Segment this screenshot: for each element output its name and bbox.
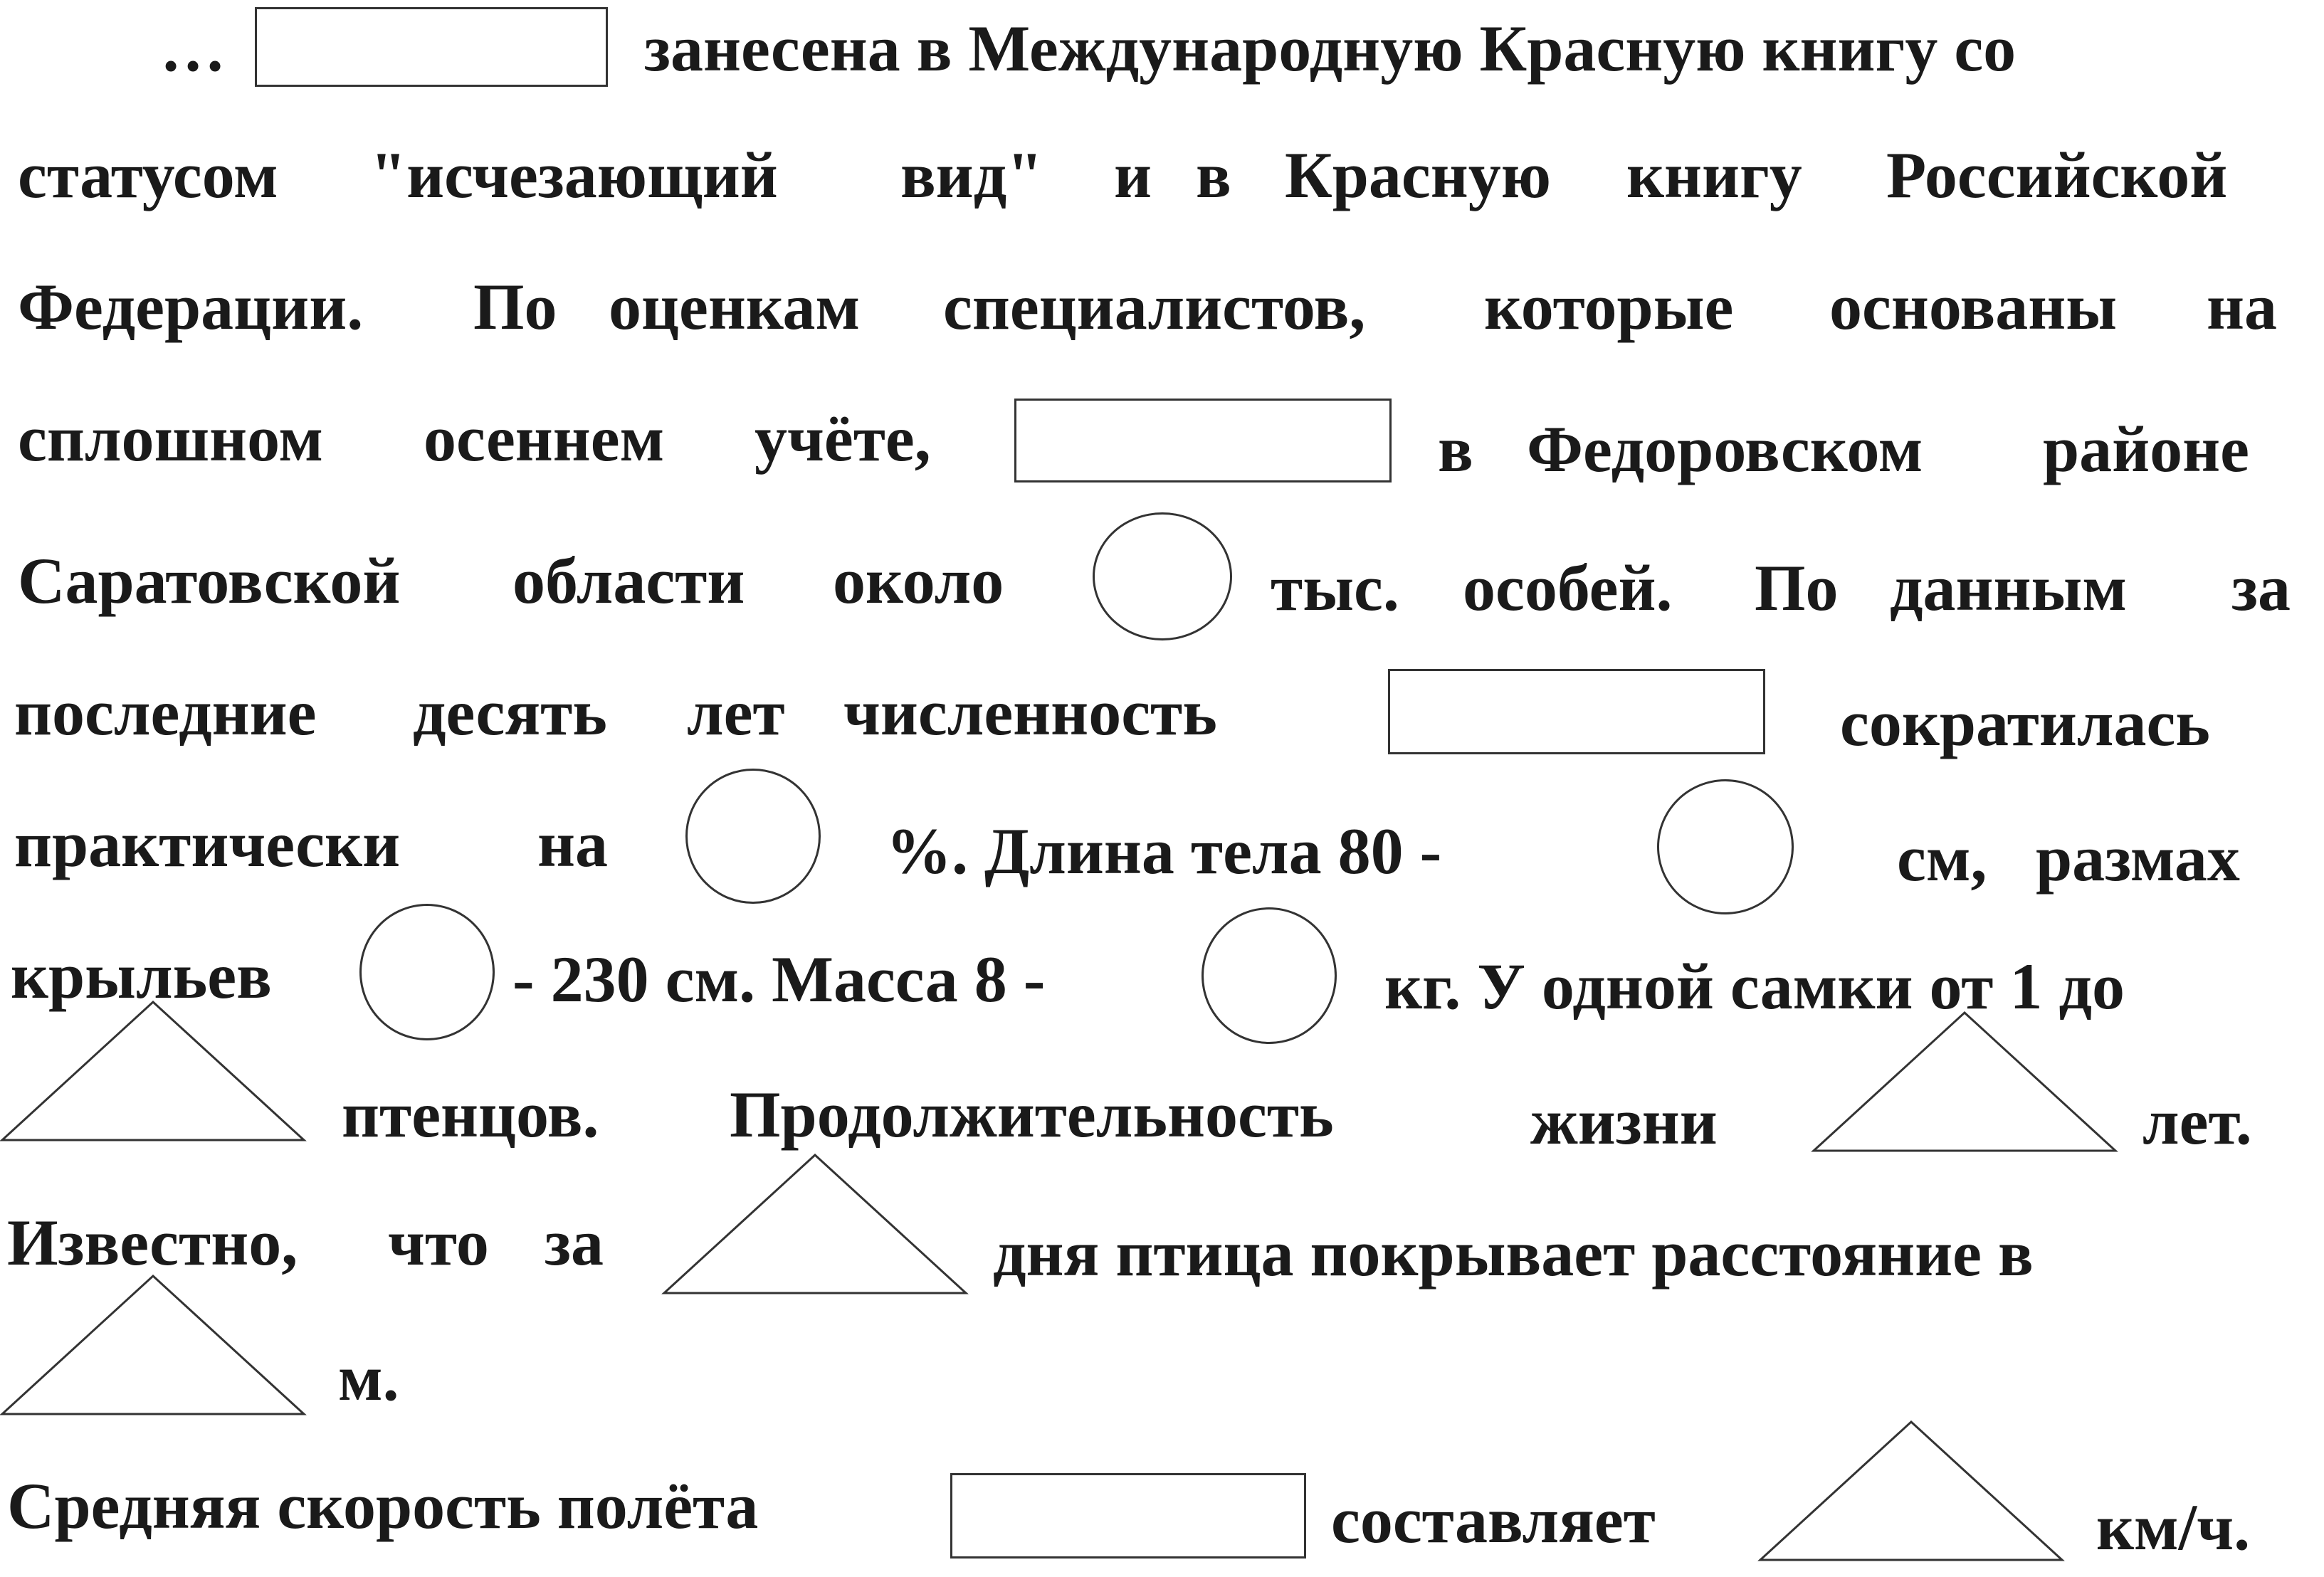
word: оценкам — [609, 270, 861, 343]
text-distance: дня птица покрывает расстояние в — [993, 1217, 2034, 1289]
word: последние — [14, 676, 317, 749]
word: особей. — [1463, 552, 1673, 624]
answer-box-bird-name[interactable] — [255, 7, 608, 87]
word: сократилась — [1840, 687, 2210, 759]
text-wingspan-mass: - 230 см. Масса 8 - — [512, 943, 1046, 1016]
word: Федерации. — [18, 270, 364, 343]
answer-triangle-chicks[interactable] — [0, 1000, 306, 1142]
word: сплошном — [18, 402, 324, 475]
answer-circle-mass[interactable] — [1202, 907, 1337, 1044]
answer-box-bird-name-3[interactable] — [1388, 669, 1765, 754]
word: крыльев — [11, 939, 272, 1012]
word: десять — [413, 676, 607, 749]
answer-circle-population[interactable] — [1093, 512, 1232, 640]
text-mass-chicks: кг. У одной самки от 1 до — [1384, 950, 2125, 1023]
word: в — [1196, 139, 1231, 211]
word: Российской — [1886, 139, 2228, 211]
word: за — [545, 1206, 604, 1279]
word: Саратовской — [18, 544, 401, 617]
answer-triangle-distance[interactable] — [0, 1274, 306, 1416]
word: численность — [843, 676, 1217, 749]
word: около — [833, 544, 1004, 617]
word: за — [2231, 552, 2291, 624]
word: Известно, — [7, 1206, 298, 1279]
answer-triangle-speed[interactable] — [1758, 1420, 2064, 1562]
answer-triangle-lifespan[interactable] — [1812, 1011, 2118, 1153]
word: жизни — [1530, 1085, 1718, 1158]
word: Продолжительность — [730, 1078, 1334, 1151]
word: м. — [338, 1341, 399, 1414]
word: данным — [1890, 552, 2128, 624]
text-percent-length: %. Длина тела 80 - — [886, 815, 1442, 887]
word: "исчезающий — [370, 139, 778, 211]
word: птенцов. — [342, 1078, 599, 1151]
word: что — [388, 1206, 489, 1279]
answer-box-speed-unit[interactable] — [950, 1473, 1306, 1558]
word: лет — [687, 676, 785, 749]
answer-circle-body-length[interactable] — [1657, 779, 1794, 914]
word: в — [1438, 413, 1473, 485]
word: области — [512, 544, 745, 617]
word: специалистов, — [943, 270, 1366, 343]
word: которые — [1484, 270, 1734, 343]
word: По — [473, 270, 557, 343]
word: см, — [1897, 822, 1987, 895]
word: на — [537, 808, 609, 880]
word: вид" — [900, 139, 1043, 211]
word: лет. — [2142, 1085, 2252, 1158]
word: км/ч. — [2096, 1491, 2251, 1563]
word: основаны — [1829, 270, 2118, 343]
word: статусом — [18, 139, 278, 211]
word: и — [1114, 139, 1152, 211]
ellipsis: … — [160, 12, 226, 85]
word: Красную — [1285, 139, 1552, 211]
word: По — [1755, 552, 1839, 624]
word: Федоровском — [1527, 413, 1923, 485]
text-flight-speed: Средняя скорость полёта — [7, 1470, 759, 1542]
answer-circle-percent[interactable] — [685, 769, 821, 904]
answer-circle-wingspan[interactable] — [359, 904, 495, 1040]
word: практически — [14, 808, 401, 880]
word: тыс. — [1271, 552, 1399, 624]
word: книгу — [1626, 139, 1802, 211]
word: осеннем — [424, 402, 665, 475]
word: составляет — [1331, 1484, 1656, 1556]
word: размах — [2036, 822, 2240, 895]
answer-triangle-days[interactable] — [662, 1153, 968, 1295]
word: районе — [2043, 413, 2250, 485]
answer-box-bird-name-2[interactable] — [1014, 399, 1392, 482]
word: учёте, — [754, 402, 931, 475]
text-line-1: занесена в Международную Красную книгу со — [644, 12, 2017, 85]
word: на — [2207, 270, 2278, 343]
